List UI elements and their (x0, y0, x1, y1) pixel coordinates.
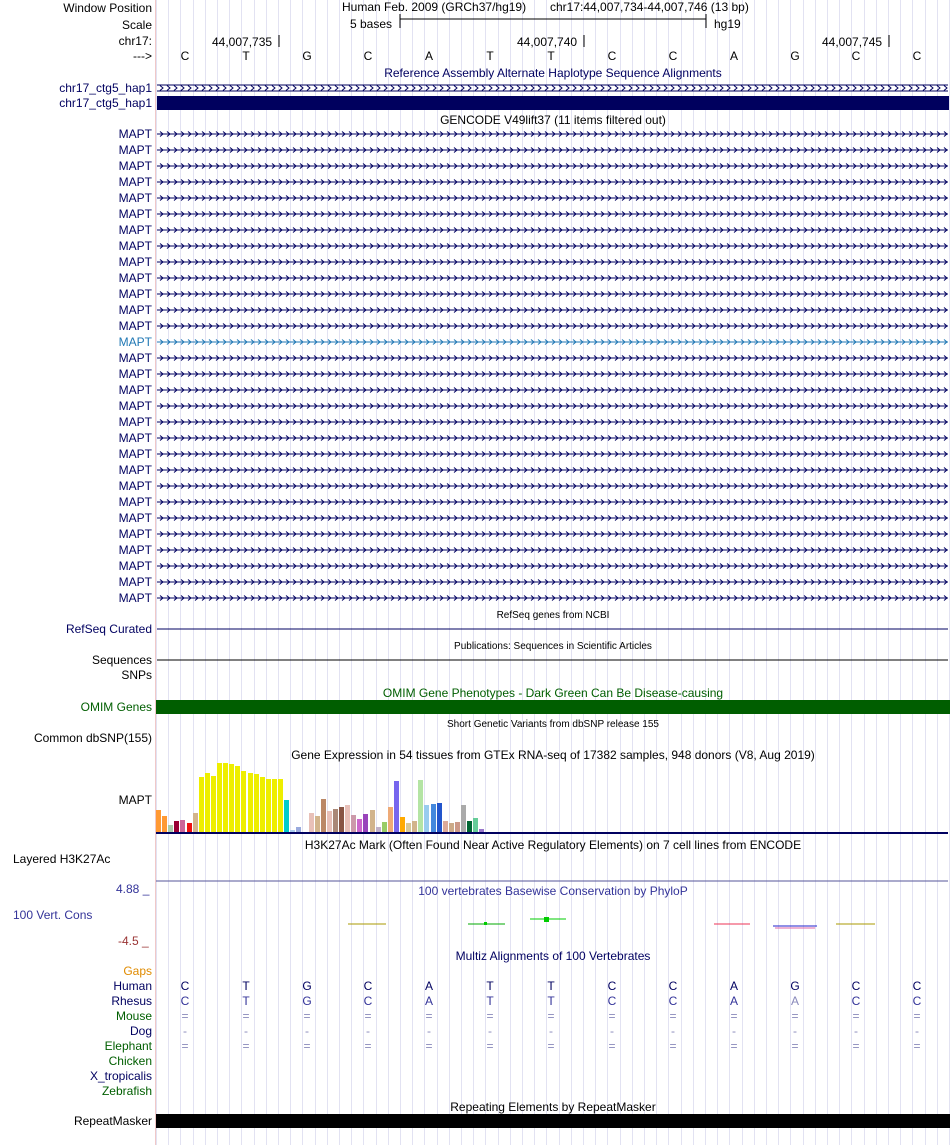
multiz-rhesus-base: T (486, 994, 494, 1008)
multiz-mouse-base: = (181, 1009, 189, 1023)
omim-label[interactable]: OMIM Genes (80, 700, 152, 714)
gencode-item-label[interactable]: MAPT (118, 399, 152, 413)
multiz-human-base: C (668, 979, 678, 993)
alt-haplotype-label-2[interactable]: chr17_ctg5_hap1 (59, 96, 152, 110)
multiz-rhesus-base: A (790, 994, 799, 1008)
multiz-dog-base: - (915, 1024, 919, 1038)
gencode-item-label[interactable]: MAPT (118, 351, 152, 365)
multiz-human-base: G (302, 979, 312, 993)
multiz-human-base: T (242, 979, 250, 993)
multiz-rhesus-base: C (851, 994, 861, 1008)
gencode-item-label[interactable]: MAPT (118, 335, 152, 349)
gencode-item-label[interactable]: MAPT (118, 271, 152, 285)
reference-base: T (486, 49, 494, 63)
multiz-elephant-base: = (913, 1039, 921, 1053)
multiz-human-base: C (180, 979, 190, 993)
gencode-item-label[interactable]: MAPT (118, 511, 152, 525)
repeatmasker-label[interactable]: RepeatMasker (73, 1114, 152, 1128)
gencode-item-label[interactable]: MAPT (118, 575, 152, 589)
multiz-rhesus-base: C (180, 994, 190, 1008)
multiz-species-human: Human (113, 979, 152, 993)
multiz-species-chicken: Chicken (108, 1054, 152, 1068)
multiz-human-base: G (790, 979, 800, 993)
multiz-elephant-base: = (852, 1039, 860, 1053)
phylop-min-label: -4.5 _ (118, 934, 149, 948)
multiz-dog-base: - (244, 1024, 248, 1038)
multiz-elephant-base: = (730, 1039, 738, 1053)
multiz-elephant-base: = (425, 1039, 433, 1053)
reference-base: G (302, 49, 312, 63)
multiz-human-base: C (851, 979, 861, 993)
multiz-rhesus-base: C (607, 994, 617, 1008)
refseq-label[interactable]: RefSeq Curated (65, 622, 152, 636)
multiz-mouse-base: = (852, 1009, 860, 1023)
alt-haplotype-title: Reference Assembly Alternate Haplotype Sequence Alignments (384, 66, 722, 80)
gencode-item-label[interactable]: MAPT (118, 239, 152, 253)
scale-text: 5 bases (350, 17, 393, 31)
db-name: hg19 (714, 17, 741, 31)
reference-base: C (180, 49, 190, 63)
publications-label-sequences[interactable]: Sequences (91, 653, 152, 667)
coord-label-1: 44,007,735 (212, 35, 273, 49)
alt-hap-feature-bar (157, 96, 949, 110)
multiz-elephant-base: = (547, 1039, 555, 1053)
multiz-species-mouse: Mouse (115, 1009, 152, 1023)
gencode-item-label[interactable]: MAPT (118, 319, 152, 333)
multiz-elephant-base: = (242, 1039, 250, 1053)
gtex-title: Gene Expression in 54 tissues from GTEx RNA-seq of 17382 samples, 948 donors (V8, Aug 2019) (291, 748, 815, 762)
gencode-item-label[interactable]: MAPT (118, 127, 152, 141)
multiz-dog-base: - (427, 1024, 431, 1038)
multiz-species-elephant: Elephant (104, 1039, 152, 1053)
gencode-item-label[interactable]: MAPT (118, 303, 152, 317)
multiz-elephant-base: = (181, 1039, 189, 1053)
reference-base: T (547, 49, 555, 63)
multiz-rhesus-base: A (729, 994, 738, 1008)
gencode-item-label[interactable]: MAPT (118, 367, 152, 381)
multiz-species-rhesus: Rhesus (111, 994, 152, 1008)
multiz-title: Multiz Alignments of 100 Vertebrates (455, 949, 651, 963)
multiz-human-base: T (547, 979, 555, 993)
coord-label-2: 44,007,740 (517, 35, 578, 49)
multiz-mouse-base: = (364, 1009, 372, 1023)
gencode-item-label[interactable]: MAPT (118, 159, 152, 173)
gencode-title: GENCODE V49lift37 (11 items filtered out) (440, 113, 666, 127)
refseq-title: RefSeq genes from NCBI (496, 610, 610, 621)
multiz-gaps-label: Gaps (123, 964, 152, 978)
h3k27ac-label[interactable]: Layered H3K27Ac (13, 852, 111, 866)
multiz-mouse-base: = (242, 1009, 250, 1023)
multiz-dog-base: - (183, 1024, 187, 1038)
multiz-species-zebrafish: Zebrafish (101, 1084, 152, 1098)
reference-base: A (729, 49, 738, 63)
gencode-item-label[interactable]: MAPT (118, 431, 152, 445)
gencode-item-label[interactable]: MAPT (118, 495, 152, 509)
phylop-peak (544, 917, 549, 922)
publications-title: Publications: Sequences in Scientific Articles (454, 641, 652, 652)
dbsnp-label[interactable]: Common dbSNP(155) (33, 731, 152, 745)
reference-base: A (424, 49, 433, 63)
reference-base: T (242, 49, 250, 63)
gencode-item-label[interactable]: MAPT (118, 415, 152, 429)
window-position-label: Window Position (63, 1, 152, 15)
multiz-mouse-base: = (486, 1009, 494, 1023)
gencode-item-label[interactable]: MAPT (118, 175, 152, 189)
multiz-human-base: C (912, 979, 922, 993)
multiz-mouse-base: = (791, 1009, 799, 1023)
gencode-item-label[interactable]: MAPT (118, 447, 152, 461)
repeatmasker-title: Repeating Elements by RepeatMasker (450, 1100, 656, 1114)
publications-label-snps[interactable]: SNPs (121, 668, 152, 682)
multiz-rhesus-base: T (242, 994, 250, 1008)
multiz-species-dog: Dog (129, 1024, 152, 1038)
alt-haplotype-label-1[interactable]: chr17_ctg5_hap1 (59, 81, 152, 95)
alt-hap-strand-arrows (160, 86, 947, 91)
omim-title: OMIM Gene Phenotypes - Dark Green Can Be Disease-causing (382, 686, 724, 700)
reference-base: G (790, 49, 800, 63)
multiz-mouse-base: = (547, 1009, 555, 1023)
gtex-label[interactable]: MAPT (118, 793, 152, 807)
multiz-rhesus-base: A (424, 994, 433, 1008)
multiz-human-base: C (363, 979, 373, 993)
dbsnp-title: Short Genetic Variants from dbSNP release 155 (447, 719, 659, 730)
gencode-item-label[interactable]: MAPT (118, 527, 152, 541)
scale-label: Scale (121, 18, 152, 32)
multiz-dog-base: - (671, 1024, 675, 1038)
multiz-rhesus-base: G (302, 994, 312, 1008)
multiz-mouse-base: = (669, 1009, 677, 1023)
multiz-dog-base: - (488, 1024, 492, 1038)
multiz-mouse-base: = (608, 1009, 616, 1023)
gencode-item-label[interactable]: MAPT (118, 591, 152, 605)
multiz-mouse-base: = (730, 1009, 738, 1023)
multiz-rhesus-base: C (668, 994, 678, 1008)
reference-base: C (912, 49, 922, 63)
multiz-human-base: A (424, 979, 433, 993)
reference-base: C (851, 49, 861, 63)
assembly-name: Human Feb. 2009 (GRCh37/hg19) (342, 0, 527, 14)
strand-label: ---> (133, 49, 152, 63)
multiz-dog-base: - (854, 1024, 858, 1038)
multiz-human-base: T (486, 979, 494, 993)
multiz-mouse-base: = (303, 1009, 311, 1023)
multiz-mouse-base: = (425, 1009, 433, 1023)
multiz-elephant-base: = (608, 1039, 616, 1053)
multiz-elephant-base: = (791, 1039, 799, 1053)
gencode-item-label[interactable]: MAPT (118, 223, 152, 237)
multiz-dog-base: - (549, 1024, 553, 1038)
h3k27ac-title: H3K27Ac Mark (Often Found Near Active Regulatory Elements) on 7 cell lines from ENCODE (304, 838, 802, 852)
position-text[interactable]: chr17:44,007,734-44,007,746 (13 bp) (550, 0, 749, 14)
reference-base: C (607, 49, 617, 63)
multiz-elephant-base: = (303, 1039, 311, 1053)
multiz-dog-base: - (793, 1024, 797, 1038)
gencode-item-label[interactable]: MAPT (118, 287, 152, 301)
gencode-item-label[interactable]: MAPT (118, 255, 152, 269)
multiz-rhesus-base: C (912, 994, 922, 1008)
multiz-human-base: C (607, 979, 617, 993)
multiz-species-xtropicalis: X_tropicalis (89, 1069, 152, 1083)
multiz-elephant-base: = (486, 1039, 494, 1053)
multiz-dog-base: - (732, 1024, 736, 1038)
gencode-item-label[interactable]: MAPT (118, 559, 152, 573)
phylop-title: 100 vertebrates Basewise Conservation by PhyloP (418, 884, 688, 898)
multiz-rhesus-base: C (363, 994, 373, 1008)
gencode-item-label[interactable]: MAPT (118, 463, 152, 477)
multiz-dog-base: - (305, 1024, 309, 1038)
multiz-elephant-base: = (669, 1039, 677, 1053)
multiz-dog-base: - (610, 1024, 614, 1038)
gencode-item-label[interactable]: MAPT (118, 143, 152, 157)
multiz-elephant-base: = (364, 1039, 372, 1053)
gencode-item-label[interactable]: MAPT (118, 207, 152, 221)
gencode-item-label[interactable]: MAPT (118, 383, 152, 397)
chrom-label: chr17: (118, 34, 152, 48)
multiz-dog-base: - (366, 1024, 370, 1038)
multiz-mouse-base: = (913, 1009, 921, 1023)
gencode-item-label[interactable]: MAPT (118, 191, 152, 205)
coord-label-3: 44,007,745 (822, 35, 883, 49)
gencode-item-label[interactable]: MAPT (118, 543, 152, 557)
gencode-item-label[interactable]: MAPT (118, 479, 152, 493)
reference-base: C (668, 49, 678, 63)
phylop-max-label: 4.88 _ (116, 882, 150, 896)
phylop-peak-small (484, 922, 487, 925)
multiz-human-base: A (729, 979, 738, 993)
multiz-rhesus-base: T (547, 994, 555, 1008)
reference-base: C (363, 49, 373, 63)
phylop-label[interactable]: 100 Vert. Cons (13, 908, 93, 922)
